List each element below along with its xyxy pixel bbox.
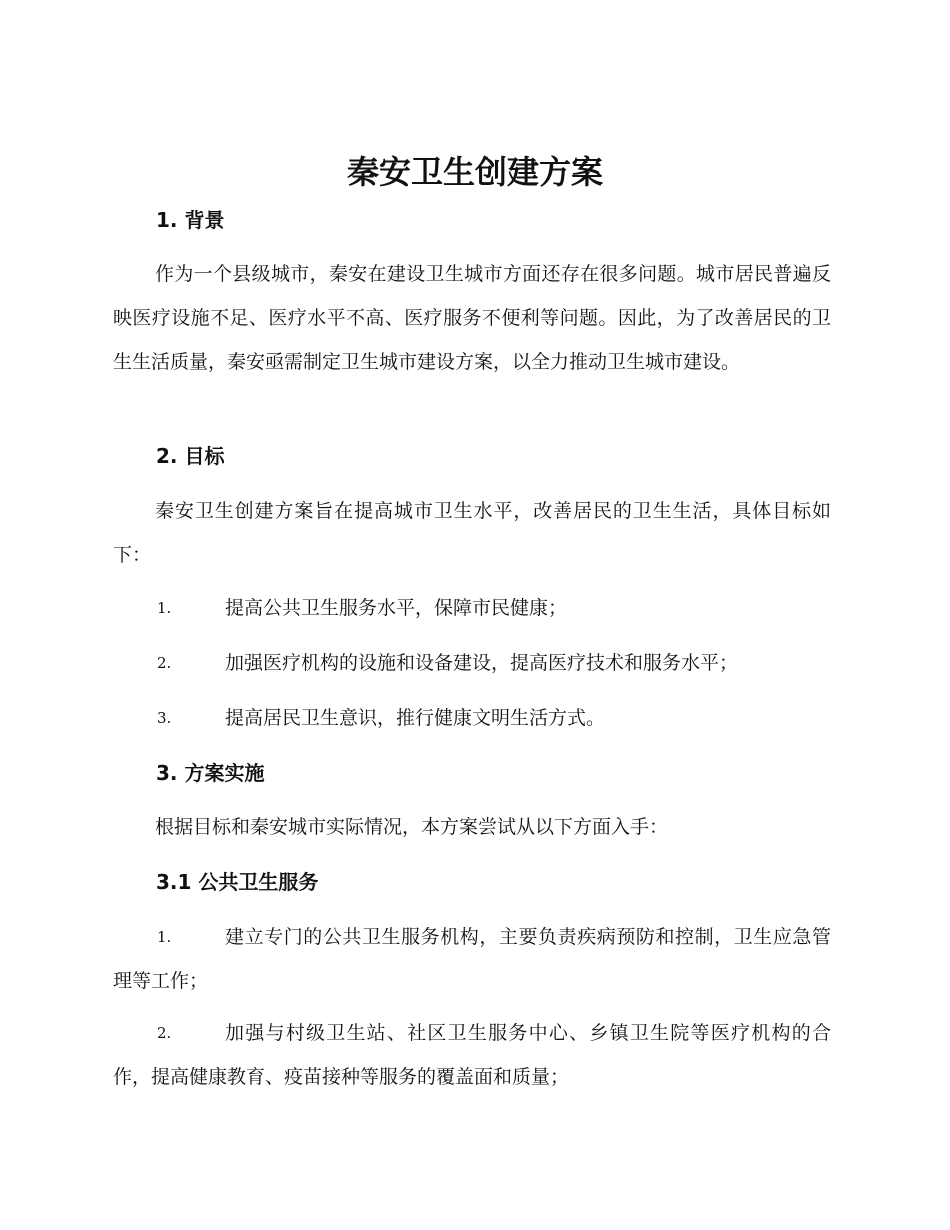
list-item-text: 建立专门的公共卫生服务机构，主要负责疾病预防和控制，卫生应急管理等工作； bbox=[113, 926, 831, 992]
background-paragraph: 作为一个县级城市，秦安在建设卫生城市方面还存在很多问题。城市居民普遍反映医疗设施不足、医疗水平不高、医疗服务不便利等问题。因此，为了改善居民的卫生生活质量，秦安亟需制定卫生城市建设方案，以全力推动卫生城市建设。 bbox=[113, 263, 831, 373]
list-number: 2. bbox=[157, 1024, 172, 1042]
section-heading-implementation: 3. 方案实施 bbox=[156, 761, 265, 785]
goal-list-item bbox=[113, 641, 831, 685]
public-health-list-item bbox=[113, 915, 831, 1003]
section-heading-background: 1. 背景 bbox=[156, 208, 225, 232]
goal-list-item bbox=[113, 696, 831, 740]
list-item-text: 提高居民卫生意识，推行健康文明生活方式。 bbox=[225, 707, 606, 729]
list-number: 1. bbox=[157, 928, 172, 946]
public-health-list-item bbox=[113, 1011, 831, 1099]
document-title: 秦安卫生创建方案 bbox=[346, 153, 603, 191]
list-item-text: 提高公共卫生服务水平，保障市民健康； bbox=[225, 597, 568, 619]
implementation-paragraph: 根据目标和秦安城市实际情况，本方案尝试从以下方面入手： bbox=[155, 816, 669, 838]
list-number: 2. bbox=[157, 654, 172, 672]
goal-list-item bbox=[113, 586, 831, 630]
list-number: 3. bbox=[157, 709, 172, 727]
list-item-text: 加强与村级卫生站、社区卫生服务中心、乡镇卫生院等医疗机构的合作，提高健康教育、疫苗接种等服务的覆盖面和质量； bbox=[113, 1022, 831, 1088]
list-item-text: 加强医疗机构的设施和设备建设，提高医疗技术和服务水平； bbox=[225, 652, 739, 674]
goals-paragraph: 秦安卫生创建方案旨在提高城市卫生水平，改善居民的卫生生活，具体目标如下： bbox=[113, 500, 831, 566]
section-heading-goals: 2. 目标 bbox=[156, 444, 225, 468]
list-number: 1. bbox=[157, 599, 172, 617]
subsection-heading-public-health: 3.1 公共卫生服务 bbox=[156, 870, 319, 894]
